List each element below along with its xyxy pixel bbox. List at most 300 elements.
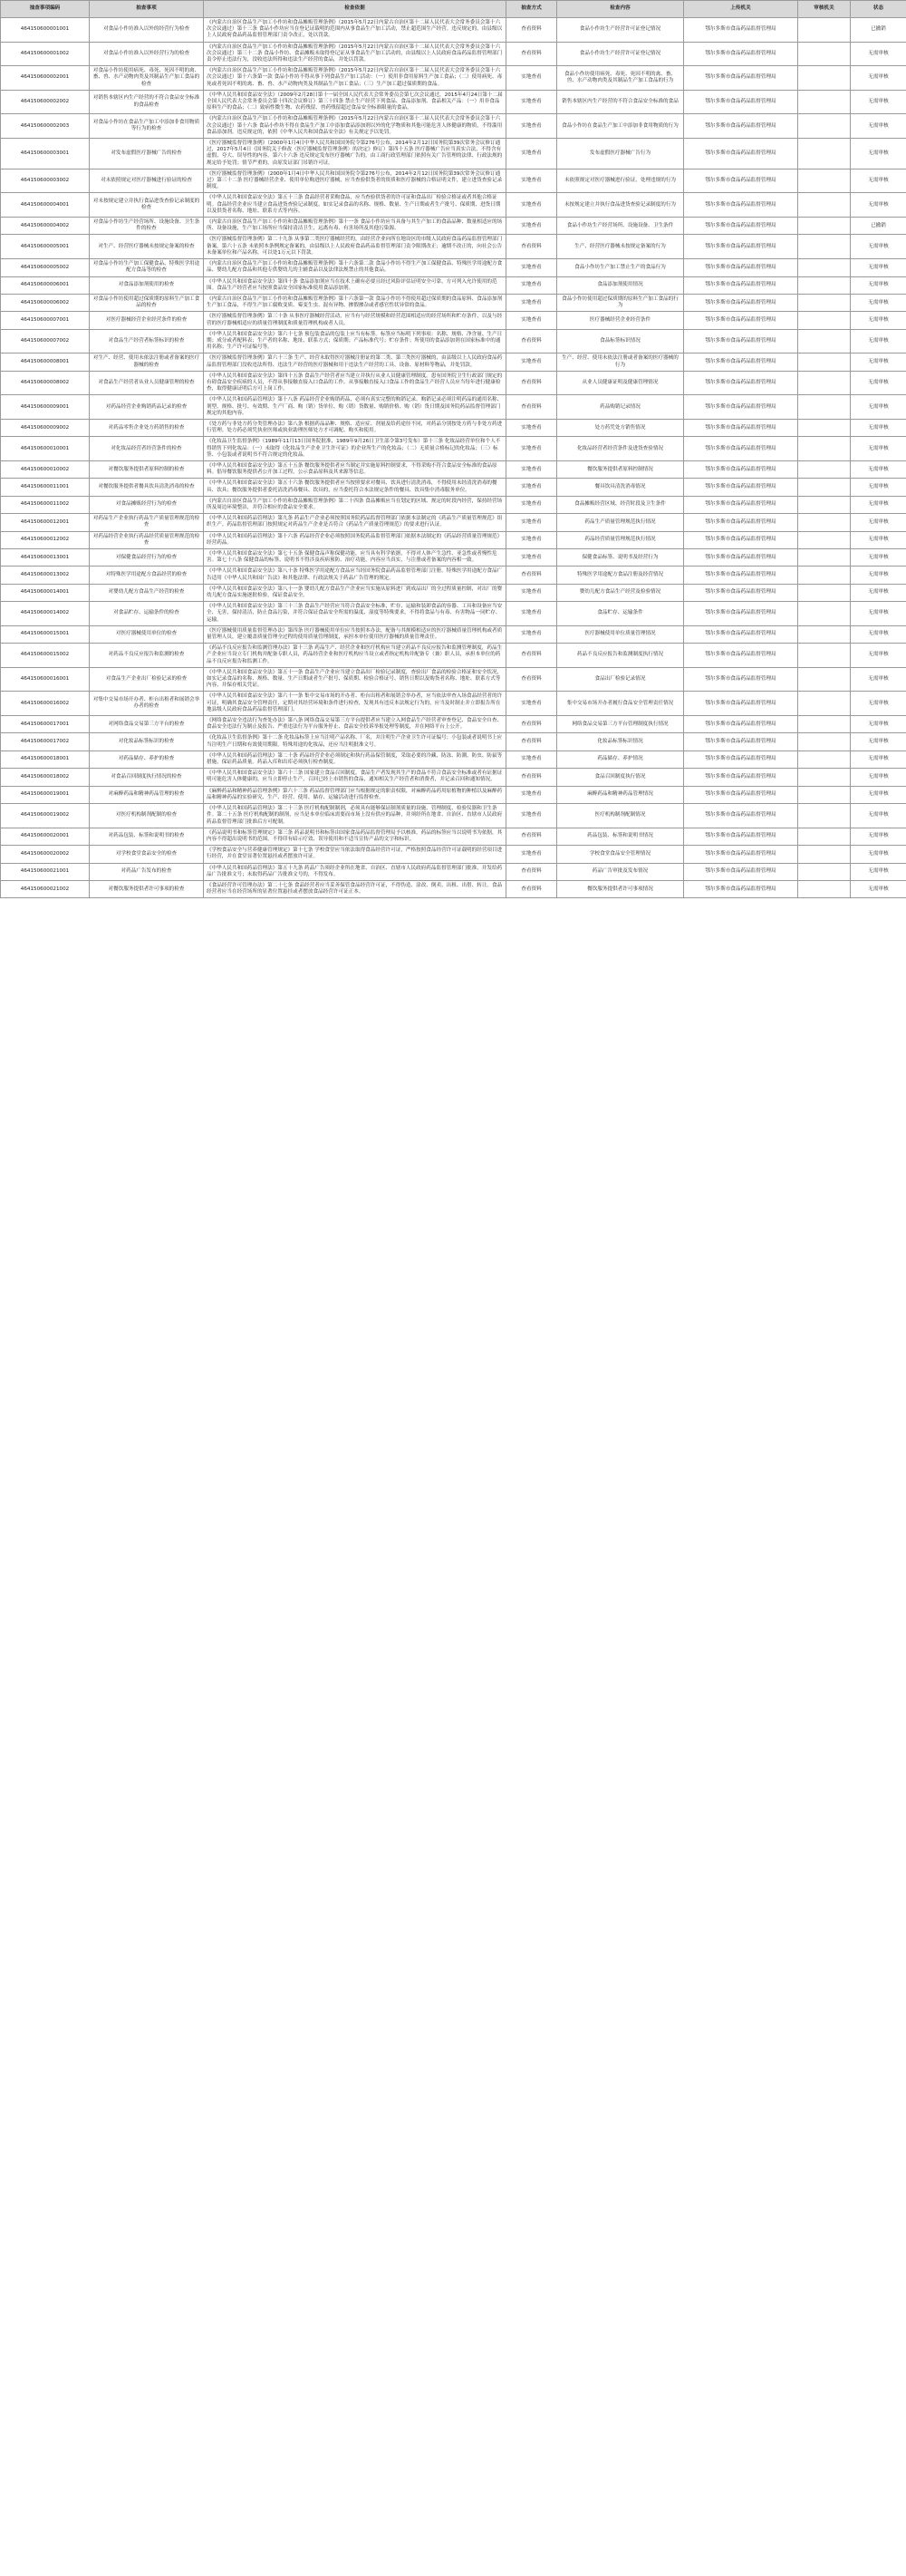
cell-code: 464150600017002 — [1, 733, 90, 751]
cell-content: 药品不良反应报告和监测制度执行情况 — [557, 644, 684, 668]
cell-method: 实地查看 — [506, 259, 557, 276]
cell-item: 对食品小作坊生产经营场所、设施设备、卫生条件的检查 — [90, 218, 204, 235]
cell-audit — [798, 479, 851, 496]
cell-content: 食品贮存、运输条件 — [557, 602, 684, 626]
table-row — [1, 419, 906, 436]
cell-status: 无需审核 — [851, 846, 906, 863]
cell-status: 无需审核 — [851, 863, 906, 880]
cell-status: 无需审核 — [851, 235, 906, 259]
cell-upload: 鄂尔多斯市食品药品监督管理局 — [684, 419, 798, 436]
cell-status: 无需审核 — [851, 42, 906, 66]
cell-code: 464150600019002 — [1, 804, 90, 828]
cell-item: 对销售本辖区内生产经营的不符合食品安全标准的食品检查 — [90, 90, 204, 114]
cell-code: 464150600013001 — [1, 549, 90, 567]
cell-status: 无需审核 — [851, 625, 906, 643]
cell-upload: 鄂尔多斯市食品药品监督管理局 — [684, 18, 798, 43]
table-row — [1, 733, 906, 751]
cell-audit — [798, 786, 851, 803]
table-row — [1, 18, 906, 43]
cell-item: 对药品经营企业执行药品经营质量管理规范的检查 — [90, 531, 204, 548]
table-row — [1, 312, 906, 329]
cell-upload: 鄂尔多斯市食品药品监督管理局 — [684, 42, 798, 66]
cell-method: 查看资料 — [506, 828, 557, 845]
cell-basis: 《内蒙古自治区食品生产加工小作坊和食品摊贩管理条例》第十一条 食品小作坊应当具备与其生产加工的食品品种、数量相适应的场所、设备设施，生产加工场所应当保持清洁卫生，远离有毒、有害场所及其他污染源。 — [204, 218, 506, 235]
cell-status: 无需审核 — [851, 514, 906, 531]
cell-basis: 《中华人民共和国食品安全法》第五十一条 食品生产企业应当建立食品出厂检验记录制度，查验出厂食品的检验合格证和安全状况，如实记录食品的名称、规格、数量、生产日期或者生产批号、保质期、检验合格证号、销售日期以及购货者名称、地址、联系方式等内容，并保存相关凭证。 — [204, 667, 506, 692]
cell-method: 实地查看 — [506, 479, 557, 496]
cell-content: 集中交易市场开办者履行食品安全管理责任情况 — [557, 692, 684, 716]
cell-basis: 《中华人民共和国药品管理法》第九条 药品生产企业必须按照国务院药品监督管理部门依据本法制定的《药品生产质量管理规范》组织生产。药品监督管理部门按照规定对药品生产企业是否符合《药品生产质量管理规范》的要求进行认证。 — [204, 514, 506, 531]
cell-method: 查看资料 — [506, 733, 557, 751]
cell-upload: 鄂尔多斯市食品药品监督管理局 — [684, 804, 798, 828]
table-row — [1, 531, 906, 548]
cell-status: 无需审核 — [851, 531, 906, 548]
cell-upload: 鄂尔多斯市食品药品监督管理局 — [684, 437, 798, 461]
table-row — [1, 602, 906, 626]
cell-content: 化妆品经营者经营条件及进货查验情况 — [557, 437, 684, 461]
cell-content: 食品标签标识情况 — [557, 329, 684, 353]
cell-audit — [798, 66, 851, 91]
cell-status: 无需审核 — [851, 667, 906, 692]
cell-method: 查看资料 — [506, 716, 557, 733]
cell-status: 无需审核 — [851, 437, 906, 461]
cell-basis: 《医疗器械使用质量监督管理办法》第四条 医疗器械使用单位应当按照本办法，配备与其规模相适应的医疗器械质量管理机构或者质量管理人员，建立覆盖质量管理全过程的使用质量管理制度，承担本单位使用医疗器械的质量管理责任。 — [204, 625, 506, 643]
cell-code: 464150600015001 — [1, 625, 90, 643]
header-code: 抽查事项编码 — [1, 1, 90, 18]
cell-status: 无需审核 — [851, 880, 906, 897]
cell-audit — [798, 567, 851, 584]
cell-upload: 鄂尔多斯市食品药品监督管理局 — [684, 353, 798, 371]
cell-content: 餐具饮具清洗消毒情况 — [557, 479, 684, 496]
cell-method: 实地查看 — [506, 625, 557, 643]
cell-method: 实地查看 — [506, 169, 557, 193]
header-status: 状态 — [851, 1, 906, 18]
cell-audit — [798, 312, 851, 329]
cell-upload: 鄂尔多斯市食品药品监督管理局 — [684, 460, 798, 478]
table-row — [1, 193, 906, 218]
cell-audit — [798, 395, 851, 420]
table-row — [1, 692, 906, 716]
cell-code: 464150600002003 — [1, 114, 90, 139]
cell-content: 餐饮服务提供者原料控制情况 — [557, 460, 684, 478]
cell-code: 464150600016001 — [1, 667, 90, 692]
cell-code: 464150600005002 — [1, 259, 90, 276]
table-row — [1, 90, 906, 114]
cell-code: 464150600017001 — [1, 716, 90, 733]
table-row — [1, 644, 906, 668]
cell-status: 无需审核 — [851, 644, 906, 668]
cell-upload: 鄂尔多斯市食品药品监督管理局 — [684, 846, 798, 863]
cell-upload: 鄂尔多斯市食品药品监督管理局 — [684, 531, 798, 548]
cell-audit — [798, 828, 851, 845]
table-row — [1, 828, 906, 845]
cell-item: 对食品小作坊准入以外经营行为的检查 — [90, 42, 204, 66]
cell-content: 未依照规定对医疗器械进行验证，处理违规的行为 — [557, 169, 684, 193]
cell-method: 实地查看 — [506, 602, 557, 626]
cell-status: 无需审核 — [851, 139, 906, 169]
cell-status: 已撤销 — [851, 18, 906, 43]
cell-basis: 《中华人民共和国食品安全法》第三十三条 食品生产经营应当符合食品安全标准，贮存、运输和装卸食品的容器、工具和设备应当安全、无害，保持清洁，防止食品污染，并符合保证食品安全所需的温度、湿度等特殊要求，不得将食品与有毒、有害物品一同贮存、运输。 — [204, 602, 506, 626]
cell-item: 对保健食品经营行为的检查 — [90, 549, 204, 567]
cell-upload: 鄂尔多斯市食品药品监督管理局 — [684, 479, 798, 496]
cell-content: 食品小作坊生产加工禁止生产的食品行为 — [557, 259, 684, 276]
cell-method: 实地查看 — [506, 294, 557, 311]
cell-code: 464150600009002 — [1, 419, 90, 436]
table-row — [1, 863, 906, 880]
cell-method: 实地查看 — [506, 90, 557, 114]
table-row — [1, 880, 906, 897]
cell-status: 无需审核 — [851, 692, 906, 716]
cell-basis: 《医疗器械监督管理条例》第二十九条 从事第二类医疗器械经营的，由经营企业向所在地设区的市级人民政府食品药品监督管理部门备案。第六十五条 未依照本条例规定备案的，由县级以上人民政府食品药品监督管理部门责令限期改正；逾期不改正的，向社会公告未备案单位和产品名称，可以处1万元以下罚款。 — [204, 235, 506, 259]
cell-code: 464150600008002 — [1, 371, 90, 395]
cell-status: 无需审核 — [851, 114, 906, 139]
cell-content: 食品小作坊在食品生产加工中添加非食用物质的行为 — [557, 114, 684, 139]
cell-method: 实地查看 — [506, 460, 557, 478]
cell-code: 464150600014002 — [1, 602, 90, 626]
cell-basis: 《药品说明书和标签管理规定》第三条 药品说明书和标签由国家食品药品监督管理局予以核准。药品的标签应当以说明书为依据，其内容不得超出说明书的范围，不得印有暗示疗效、误导使用和不适当宣传产品的文字和标识。 — [204, 828, 506, 845]
cell-basis: 《中华人民共和国药品管理法》第二十条 药品经营企业必须制定和执行药品保管制度，采取必要的冷藏、防冻、防潮、防虫、防鼠等措施，保证药品质量。药品入库和出库必须执行检查制度。 — [204, 751, 506, 768]
cell-item: 对药品广告发布的检查 — [90, 863, 204, 880]
cell-method: 实地查看 — [506, 312, 557, 329]
cell-status: 无需审核 — [851, 395, 906, 420]
cell-item: 对集中交易市场开办者、柜台出租者和展销会举办者的检查 — [90, 692, 204, 716]
cell-method: 实地查看 — [506, 514, 557, 531]
cell-basis: 《中华人民共和国食品安全法》第四十条 食品添加剂应当在技术上确有必要且经过风险评估证明安全可靠，方可列入允许使用的范围。食品生产经营者应当按照食品安全国家标准使用食品添加剂。 — [204, 276, 506, 294]
cell-method: 实地查看 — [506, 496, 557, 513]
cell-content: 网络食品交易第三方平台管理制度执行情况 — [557, 716, 684, 733]
cell-upload: 鄂尔多斯市食品药品监督管理局 — [684, 828, 798, 845]
cell-basis: 《中华人民共和国药品管理法》第五十九条 药品广告须经企业所在地省、自治区、直辖市人民政府药品监督管理部门批准，并发给药品广告批准文号；未取得药品广告批准文号的，不得发布。 — [204, 863, 506, 880]
cell-basis: 《化妆品卫生监督条例》第十二条 化妆品标签上应当注明产品名称、厂名，并注明生产企业卫生许可证编号；小包装或者说明书上应当注明生产日期和有效使用期限。特殊用途的化妆品，还应当注明批准文号。 — [204, 733, 506, 751]
cell-status: 无需审核 — [851, 828, 906, 845]
cell-content: 食品小作坊生产经营许可证登记情况 — [557, 18, 684, 43]
cell-basis: 《食品经营许可管理办法》第二十七条 食品经营者应当妥善保管食品经营许可证，不得伪造、涂改、倒卖、出租、出借、转让。食品经营者应当在经营场所的显著位置悬挂或者摆放食品经营许可证正本。 — [204, 880, 506, 897]
cell-code: 464150600011002 — [1, 496, 90, 513]
cell-audit — [798, 193, 851, 218]
cell-audit — [798, 329, 851, 353]
cell-method: 查看资料 — [506, 42, 557, 66]
cell-basis: 《内蒙古自治区食品生产加工小作坊和食品摊贩管理条例》第十六条第一款 食品小作坊不得使用超过保质期的食品原料、食品添加剂生产加工食品，不得生产加工腐败变质、霉变生虫、混有异物、掺假掺杂或者感官性状异常的食品。 — [204, 294, 506, 311]
cell-upload: 鄂尔多斯市食品药品监督管理局 — [684, 294, 798, 311]
header-item: 抽查事项 — [90, 1, 204, 18]
cell-content: 生产、经营医疗器械未按规定备案的行为 — [557, 235, 684, 259]
cell-content: 婴幼儿配方食品生产经营及检验情况 — [557, 584, 684, 601]
cell-method: 实地查看 — [506, 804, 557, 828]
cell-status: 无需审核 — [851, 567, 906, 584]
cell-item: 对化妆品标签标识的检查 — [90, 733, 204, 751]
cell-basis: 《学校食品安全与营养健康管理规定》第十七条 学校食堂应当依法取得食品经营许可证，严格按照食品经营许可证载明的经营项目进行经营，并在食堂显著位置悬挂或者摆放许可证。 — [204, 846, 506, 863]
cell-basis: 《中华人民共和国食品安全法》（2009年2月28日第十一届全国人民代表大会常务委员会第七次会议通过，2015年4月24日第十二届全国人民代表大会常务委员会第十四次会议修订）第三十四条 禁止生产经营下列食品、食品添加剂、食品相关产品：（一）用非食品原料生产的食品；（二）致病性微生物、农药残留、兽药残留超过食品安全标准限量的食品。 — [204, 90, 506, 114]
cell-content: 药品包装、标签和说明书情况 — [557, 828, 684, 845]
cell-basis: 《药品不良反应报告和监测管理办法》第十三条 药品生产、经营企业和医疗机构应当建立药品不良反应报告和监测管理制度，药品生产企业应当设立专门机构并配备专职人员，药品经营企业和医疗机构应当设立或者指定机构并配备专（兼）职人员，承担本单位的药品不良反应报告和监测工作。 — [204, 644, 506, 668]
table-row — [1, 169, 906, 193]
cell-basis: 《医疗器械监督管理条例》第三十条 从事医疗器械经营活动，应当有与经营规模和经营范围相适应的经营场所和贮存条件，以及与经营的医疗器械相适应的质量管理制度和质量管理机构或者人员。 — [204, 312, 506, 329]
cell-code: 464150600011001 — [1, 479, 90, 496]
cell-basis: 《内蒙古自治区食品生产加工小作坊和食品摊贩管理条例》（2015年5月22日内蒙古自治区第十二届人民代表大会常务委员会第十六次会议通过）第三十二条 食品小作坊、食品摊贩未取得登记证从事食品生产加工活动的，由县级以上人民政府食品药品监督管理部门责令停止违法行为，没收违法所得和违法生产经营的食品，并处以罚款。 — [204, 42, 506, 66]
cell-audit — [798, 114, 851, 139]
cell-code: 464150600005001 — [1, 235, 90, 259]
cell-status: 无需审核 — [851, 169, 906, 193]
cell-method: 实地查看 — [506, 751, 557, 768]
cell-basis: 《化妆品卫生监督条例》（1989年11月13日国务院批准，1989年9月26日卫生部令第3号发布）第十三条 化妆品经营单位和个人不得销售下列化妆品：（一）未取得《化妆品生产企业卫生许可证》的企业所生产的化妆品；（二）无质量合格标记的化妆品；（三）标签、小包装或者说明书不符合规定的化妆品。 — [204, 437, 506, 461]
cell-content: 食品召回制度执行情况 — [557, 769, 684, 786]
cell-content: 销售本辖区内生产经营的不符合食品安全标准的食品 — [557, 90, 684, 114]
cell-item: 对学校食堂食品安全的检查 — [90, 846, 204, 863]
cell-method: 查看资料 — [506, 18, 557, 43]
cell-item: 对未按规定建立并执行食品进货查验记录制度的检查 — [90, 193, 204, 218]
cell-upload: 鄂尔多斯市食品药品监督管理局 — [684, 235, 798, 259]
cell-item: 对医疗器械经营企业经营条件的检查 — [90, 312, 204, 329]
cell-content: 从业人员健康证明及健康管理情况 — [557, 371, 684, 395]
cell-basis: 《内蒙古自治区食品生产加工小作坊和食品摊贩管理条例》（2015年5月22日内蒙古自治区第十二届人民代表大会常务委员会第十六次会议通过）第十三条 食品小作坊应当在登记证载明的范围内从事食品生产加工活动，禁止超范围生产经营。违反规定的，由县级以上人民政府食品药品监督管理部门责令改正，处以罚款。 — [204, 18, 506, 43]
cell-audit — [798, 496, 851, 513]
cell-method: 查看资料 — [506, 395, 557, 420]
cell-audit — [798, 235, 851, 259]
cell-audit — [798, 460, 851, 478]
cell-code: 464150600004002 — [1, 218, 90, 235]
cell-item: 对药品生产企业执行药品生产质量管理规范的检查 — [90, 514, 204, 531]
cell-basis: 《中华人民共和国食品安全法》第八十条 特殊医学用途配方食品应当经国务院食品药品监督管理部门注册。特殊医学用途配方食品广告适用《中华人民共和国广告法》和其他法律、行政法规关于药品广告管理的规定。 — [204, 567, 506, 584]
cell-audit — [798, 751, 851, 768]
cell-status: 无需审核 — [851, 549, 906, 567]
cell-upload: 鄂尔多斯市食品药品监督管理局 — [684, 496, 798, 513]
cell-code: 464150600015002 — [1, 644, 90, 668]
table-row — [1, 42, 906, 66]
cell-basis: 《中华人民共和国药品管理法》第十六条 药品经营企业必须按照国务院药品监督管理部门依据本法制定的《药品经营质量管理规范》经营药品。 — [204, 531, 506, 548]
cell-audit — [798, 18, 851, 43]
cell-code: 464150600019001 — [1, 786, 90, 803]
cell-basis: 《中华人民共和国食品安全法》第八十一条 婴幼儿配方食品生产企业应当实施从原料进厂到成品出厂的全过程质量控制，对出厂的婴幼儿配方食品实施逐批检验，保证食品安全。 — [204, 584, 506, 601]
cell-upload: 鄂尔多斯市食品药品监督管理局 — [684, 625, 798, 643]
cell-status: 无需审核 — [851, 294, 906, 311]
cell-item: 对婴幼儿配方食品生产经营的检查 — [90, 584, 204, 601]
cell-method: 查看资料 — [506, 880, 557, 897]
cell-audit — [798, 625, 851, 643]
table-row — [1, 218, 906, 235]
cell-item: 对食品小作坊在食品生产加工中添加非食用物质等行为的检查 — [90, 114, 204, 139]
table-row — [1, 66, 906, 91]
cell-audit — [798, 692, 851, 716]
table-row — [1, 114, 906, 139]
header-row — [1, 1, 906, 18]
cell-status: 无需审核 — [851, 66, 906, 91]
cell-content: 食品摊贩经营区域、经营时段及卫生条件 — [557, 496, 684, 513]
cell-method: 查看资料 — [506, 644, 557, 668]
cell-audit — [798, 419, 851, 436]
table-row — [1, 460, 906, 478]
cell-code: 464150600012001 — [1, 514, 90, 531]
cell-item: 对特殊医学用途配方食品经营的检查 — [90, 567, 204, 584]
cell-content: 未按规定建立并执行食品进货查验记录制度的行为 — [557, 193, 684, 218]
cell-method: 查看资料 — [506, 235, 557, 259]
cell-content: 化妆品标签标识情况 — [557, 733, 684, 751]
cell-status: 无需审核 — [851, 353, 906, 371]
header-audit: 审核机关 — [798, 1, 851, 18]
cell-status: 无需审核 — [851, 276, 906, 294]
cell-audit — [798, 584, 851, 601]
cell-basis: 《麻醉药品和精神药品管理条例》第六十三条 药品监督管理部门应当根据规定的职责权限，对麻醉药品药用原植物的种植以及麻醉药品和精神药品的实验研究、生产、经营、使用、储存、运输活动进行监督检查。 — [204, 786, 506, 803]
table-row — [1, 235, 906, 259]
table-row — [1, 804, 906, 828]
cell-status: 无需审核 — [851, 329, 906, 353]
cell-upload: 鄂尔多斯市食品药品监督管理局 — [684, 567, 798, 584]
cell-code: 464150600003001 — [1, 139, 90, 169]
table-row — [1, 496, 906, 513]
cell-upload: 鄂尔多斯市食品药品监督管理局 — [684, 769, 798, 786]
cell-item: 对麻醉药品和精神药品管理的检查 — [90, 786, 204, 803]
cell-upload: 鄂尔多斯市食品药品监督管理局 — [684, 139, 798, 169]
cell-audit — [798, 667, 851, 692]
table-row — [1, 625, 906, 643]
cell-upload: 鄂尔多斯市食品药品监督管理局 — [684, 880, 798, 897]
cell-upload: 鄂尔多斯市食品药品监督管理局 — [684, 259, 798, 276]
cell-content: 食品小作坊生产经营场所、设施设备、卫生条件 — [557, 218, 684, 235]
table-row — [1, 479, 906, 496]
cell-audit — [798, 169, 851, 193]
cell-status: 无需审核 — [851, 193, 906, 218]
cell-content: 药品购销记录情况 — [557, 395, 684, 420]
cell-upload: 鄂尔多斯市食品药品监督管理局 — [684, 329, 798, 353]
cell-content: 餐饮服务提供者许可事项情况 — [557, 880, 684, 897]
table-row — [1, 567, 906, 584]
cell-audit — [798, 602, 851, 626]
cell-upload: 鄂尔多斯市食品药品监督管理局 — [684, 395, 798, 420]
cell-upload: 鄂尔多斯市食品药品监督管理局 — [684, 644, 798, 668]
cell-item: 对医疗器械使用单位的检查 — [90, 625, 204, 643]
cell-method: 实地查看 — [506, 846, 557, 863]
cell-basis: 《内蒙古自治区食品生产加工小作坊和食品摊贩管理条例》（2015年5月22日内蒙古自治区第十二届人民代表大会常务委员会第十六次会议通过）第十六条 食品小作坊不得在食品生产加工中添加食品添加剂以外的化学物质和其他可能危害人体健康的物质，不得滥用食品添加剂。违反规定的，依照《中华人民共和国食品安全法》有关规定予以处罚。 — [204, 114, 506, 139]
cell-audit — [798, 644, 851, 668]
cell-upload: 鄂尔多斯市食品药品监督管理局 — [684, 114, 798, 139]
cell-status: 无需审核 — [851, 751, 906, 768]
cell-item: 对食品贮存、运输条件的检查 — [90, 602, 204, 626]
cell-basis: 《中华人民共和国食品安全法》第五十五条 餐饮服务提供者应当制定并实施原料控制要求，不得采购不符合食品安全标准的食品原料。倡导餐饮服务提供者公开加工过程，公示食品原料及其来源等信息。 — [204, 460, 506, 478]
cell-upload: 鄂尔多斯市食品药品监督管理局 — [684, 312, 798, 329]
cell-method: 实地查看 — [506, 531, 557, 548]
cell-item: 对发布虚假医疗器械广告的检查 — [90, 139, 204, 169]
cell-item: 对食品小作坊使用超过保质期的原料生产加工食品的检查 — [90, 294, 204, 311]
table-row — [1, 786, 906, 803]
table-row — [1, 259, 906, 276]
cell-code: 464150600018002 — [1, 769, 90, 786]
cell-method: 实地查看 — [506, 66, 557, 91]
cell-code: 464150600007001 — [1, 312, 90, 329]
cell-upload: 鄂尔多斯市食品药品监督管理局 — [684, 514, 798, 531]
cell-item: 对食品召回制度执行情况的检查 — [90, 769, 204, 786]
cell-status: 无需审核 — [851, 419, 906, 436]
cell-basis: 《网络食品安全违法行为查处办法》第八条 网络食品交易第三方平台提供者应当建立入网食品生产经营者审查登记、食品安全自查、食品安全违法行为制止及报告、严重违法行为平台服务停止、食品安全投诉举报处理等制度，并在网络平台上公开。 — [204, 716, 506, 733]
cell-upload: 鄂尔多斯市食品药品监督管理局 — [684, 786, 798, 803]
cell-code: 464150600001002 — [1, 42, 90, 66]
header-content: 检查内容 — [557, 1, 684, 18]
cell-audit — [798, 863, 851, 880]
cell-audit — [798, 549, 851, 567]
cell-content: 食品添加剂使用情况 — [557, 276, 684, 294]
cell-content: 医疗器械使用单位质量管理情况 — [557, 625, 684, 643]
cell-content: 学校食堂食品安全管理情况 — [557, 846, 684, 863]
cell-method: 查看资料 — [506, 329, 557, 353]
table-row — [1, 353, 906, 371]
cell-basis: 《中华人民共和国食品安全法》第五十六条 餐饮服务提供者应当按照要求对餐具、饮具进行清洗消毒，不得使用未经清洗消毒的餐具、饮具；餐饮服务提供者委托清洗消毒餐具、饮具的，应当委托符合本法规定条件的餐具、饮具集中消毒服务单位。 — [204, 479, 506, 496]
cell-content: 麻醉药品和精神药品管理情况 — [557, 786, 684, 803]
cell-audit — [798, 42, 851, 66]
cell-basis: 《中华人民共和国食品安全法》第五十三条 食品经营者采购食品，应当查验供货者的许可证和食品出厂检验合格证或者其他合格证明。食品经营企业应当建立食品进货查验记录制度，如实记录食品的名称、规格、数量、生产日期或者生产批号、保质期、进货日期以及供货者名称、地址、联系方式等内容。 — [204, 193, 506, 218]
cell-upload: 鄂尔多斯市食品药品监督管理局 — [684, 602, 798, 626]
cell-status: 无需审核 — [851, 496, 906, 513]
cell-method: 查看资料 — [506, 863, 557, 880]
cell-code: 464150600016002 — [1, 692, 90, 716]
cell-audit — [798, 531, 851, 548]
cell-audit — [798, 294, 851, 311]
cell-status: 无需审核 — [851, 312, 906, 329]
cell-status: 已撤销 — [851, 218, 906, 235]
table-row — [1, 437, 906, 461]
cell-upload: 鄂尔多斯市食品药品监督管理局 — [684, 90, 798, 114]
table-row — [1, 395, 906, 420]
cell-status: 无需审核 — [851, 602, 906, 626]
cell-status: 无需审核 — [851, 90, 906, 114]
cell-code: 464150600021001 — [1, 863, 90, 880]
cell-code: 464150600007002 — [1, 329, 90, 353]
cell-method: 实地查看 — [506, 437, 557, 461]
cell-method: 实地查看 — [506, 419, 557, 436]
header-method: 抽查方式 — [506, 1, 557, 18]
cell-status: 无需审核 — [851, 733, 906, 751]
cell-item: 对未依照规定对医疗器械进行验证的检查 — [90, 169, 204, 193]
cell-method: 查看资料 — [506, 667, 557, 692]
cell-upload: 鄂尔多斯市食品药品监督管理局 — [684, 66, 798, 91]
cell-upload: 鄂尔多斯市食品药品监督管理局 — [684, 276, 798, 294]
cell-method: 实地查看 — [506, 139, 557, 169]
cell-item: 对食品生产经营者标签标识的检查 — [90, 329, 204, 353]
cell-basis: 《内蒙古自治区食品生产加工小作坊和食品摊贩管理条例》第十六条第二款 食品小作坊不得生产加工保健食品、特殊医学用途配方食品、婴幼儿配方食品和其他专供婴幼儿的主辅食品以及法律法规禁止的其他食品。 — [204, 259, 506, 276]
cell-item: 对食品添加剂使用的检查 — [90, 276, 204, 294]
cell-item: 对餐饮服务提供者餐具饮具清洗消毒的检查 — [90, 479, 204, 496]
cell-upload: 鄂尔多斯市食品药品监督管理局 — [684, 667, 798, 692]
cell-code: 464150600013002 — [1, 567, 90, 584]
header-upload: 上传机关 — [684, 1, 798, 18]
cell-method: 实地查看 — [506, 549, 557, 567]
cell-item: 对药品经营企业购销药品记录的检查 — [90, 395, 204, 420]
cell-upload: 鄂尔多斯市食品药品监督管理局 — [684, 863, 798, 880]
cell-method: 查看资料 — [506, 567, 557, 584]
cell-code: 464150600008001 — [1, 353, 90, 371]
cell-basis: 《医疗器械监督管理条例》第六十三条 生产、经营未取得医疗器械注册证的第二类、第三类医疗器械的，由县级以上人民政府食品药品监督管理部门没收违法所得、违法生产经营的医疗器械和用于违法生产经营的工具、设备、原材料等物品，并处罚款。 — [204, 353, 506, 371]
table-row — [1, 751, 906, 768]
cell-code: 464150600006002 — [1, 294, 90, 311]
cell-method: 实地查看 — [506, 114, 557, 139]
cell-upload: 鄂尔多斯市食品药品监督管理局 — [684, 733, 798, 751]
cell-code: 464150600010002 — [1, 460, 90, 478]
cell-item: 对生产、经营医疗器械未按规定备案的检查 — [90, 235, 204, 259]
cell-code: 464150600012002 — [1, 531, 90, 548]
header-basis: 检查依据 — [204, 1, 506, 18]
cell-content: 生产、经营、使用未依法注册或者备案的医疗器械的行为 — [557, 353, 684, 371]
cell-status: 无需审核 — [851, 716, 906, 733]
cell-upload: 鄂尔多斯市食品药品监督管理局 — [684, 584, 798, 601]
cell-content: 药品储存、养护情况 — [557, 751, 684, 768]
cell-method: 实地查看 — [506, 193, 557, 218]
cell-content: 保健食品标签、说明书及经营行为 — [557, 549, 684, 567]
cell-code: 464150600018001 — [1, 751, 90, 768]
cell-item: 对食品小作坊使用病死、毒死、死因不明的禽、畜、兽、水产动物肉类及其制品生产加工食品的检查 — [90, 66, 204, 91]
cell-audit — [798, 880, 851, 897]
cell-basis: 《处方药与非处方药分类管理办法》第八条 根据药品品种、规格、适应症、剂量及给药途径不同，对药品分别按处方药与非处方药进行管理。处方药必须凭执业医师或执业助理医师处方才可调配、购买和使用。 — [204, 419, 506, 436]
cell-basis: 《内蒙古自治区食品生产加工小作坊和食品摊贩管理条例》（2015年5月22日内蒙古自治区第十二届人民代表大会常务委员会第十六次会议通过）第十六条第一款 食品小作坊不得从事下列食品生产加工活动：（一）使用非食用原料生产加工食品；（二）使用病死、毒死或者死因不明的禽、畜、兽、水产动物肉类及其制品生产加工食品；（三）生产加工超过保质期的食品。 — [204, 66, 506, 91]
cell-item: 对医疗机构制剂配制的检查 — [90, 804, 204, 828]
cell-status: 无需审核 — [851, 769, 906, 786]
cell-basis: 《中华人民共和国食品安全法》第四十五条 食品生产经营者应当建立并执行从业人员健康管理制度。患有国务院卫生行政部门规定的有碍食品安全疾病的人员，不得从事接触直接入口食品的工作。从事接触直接入口食品工作的食品生产经营人员应当每年进行健康检查，取得健康证明后方可上岗工作。 — [204, 371, 506, 395]
